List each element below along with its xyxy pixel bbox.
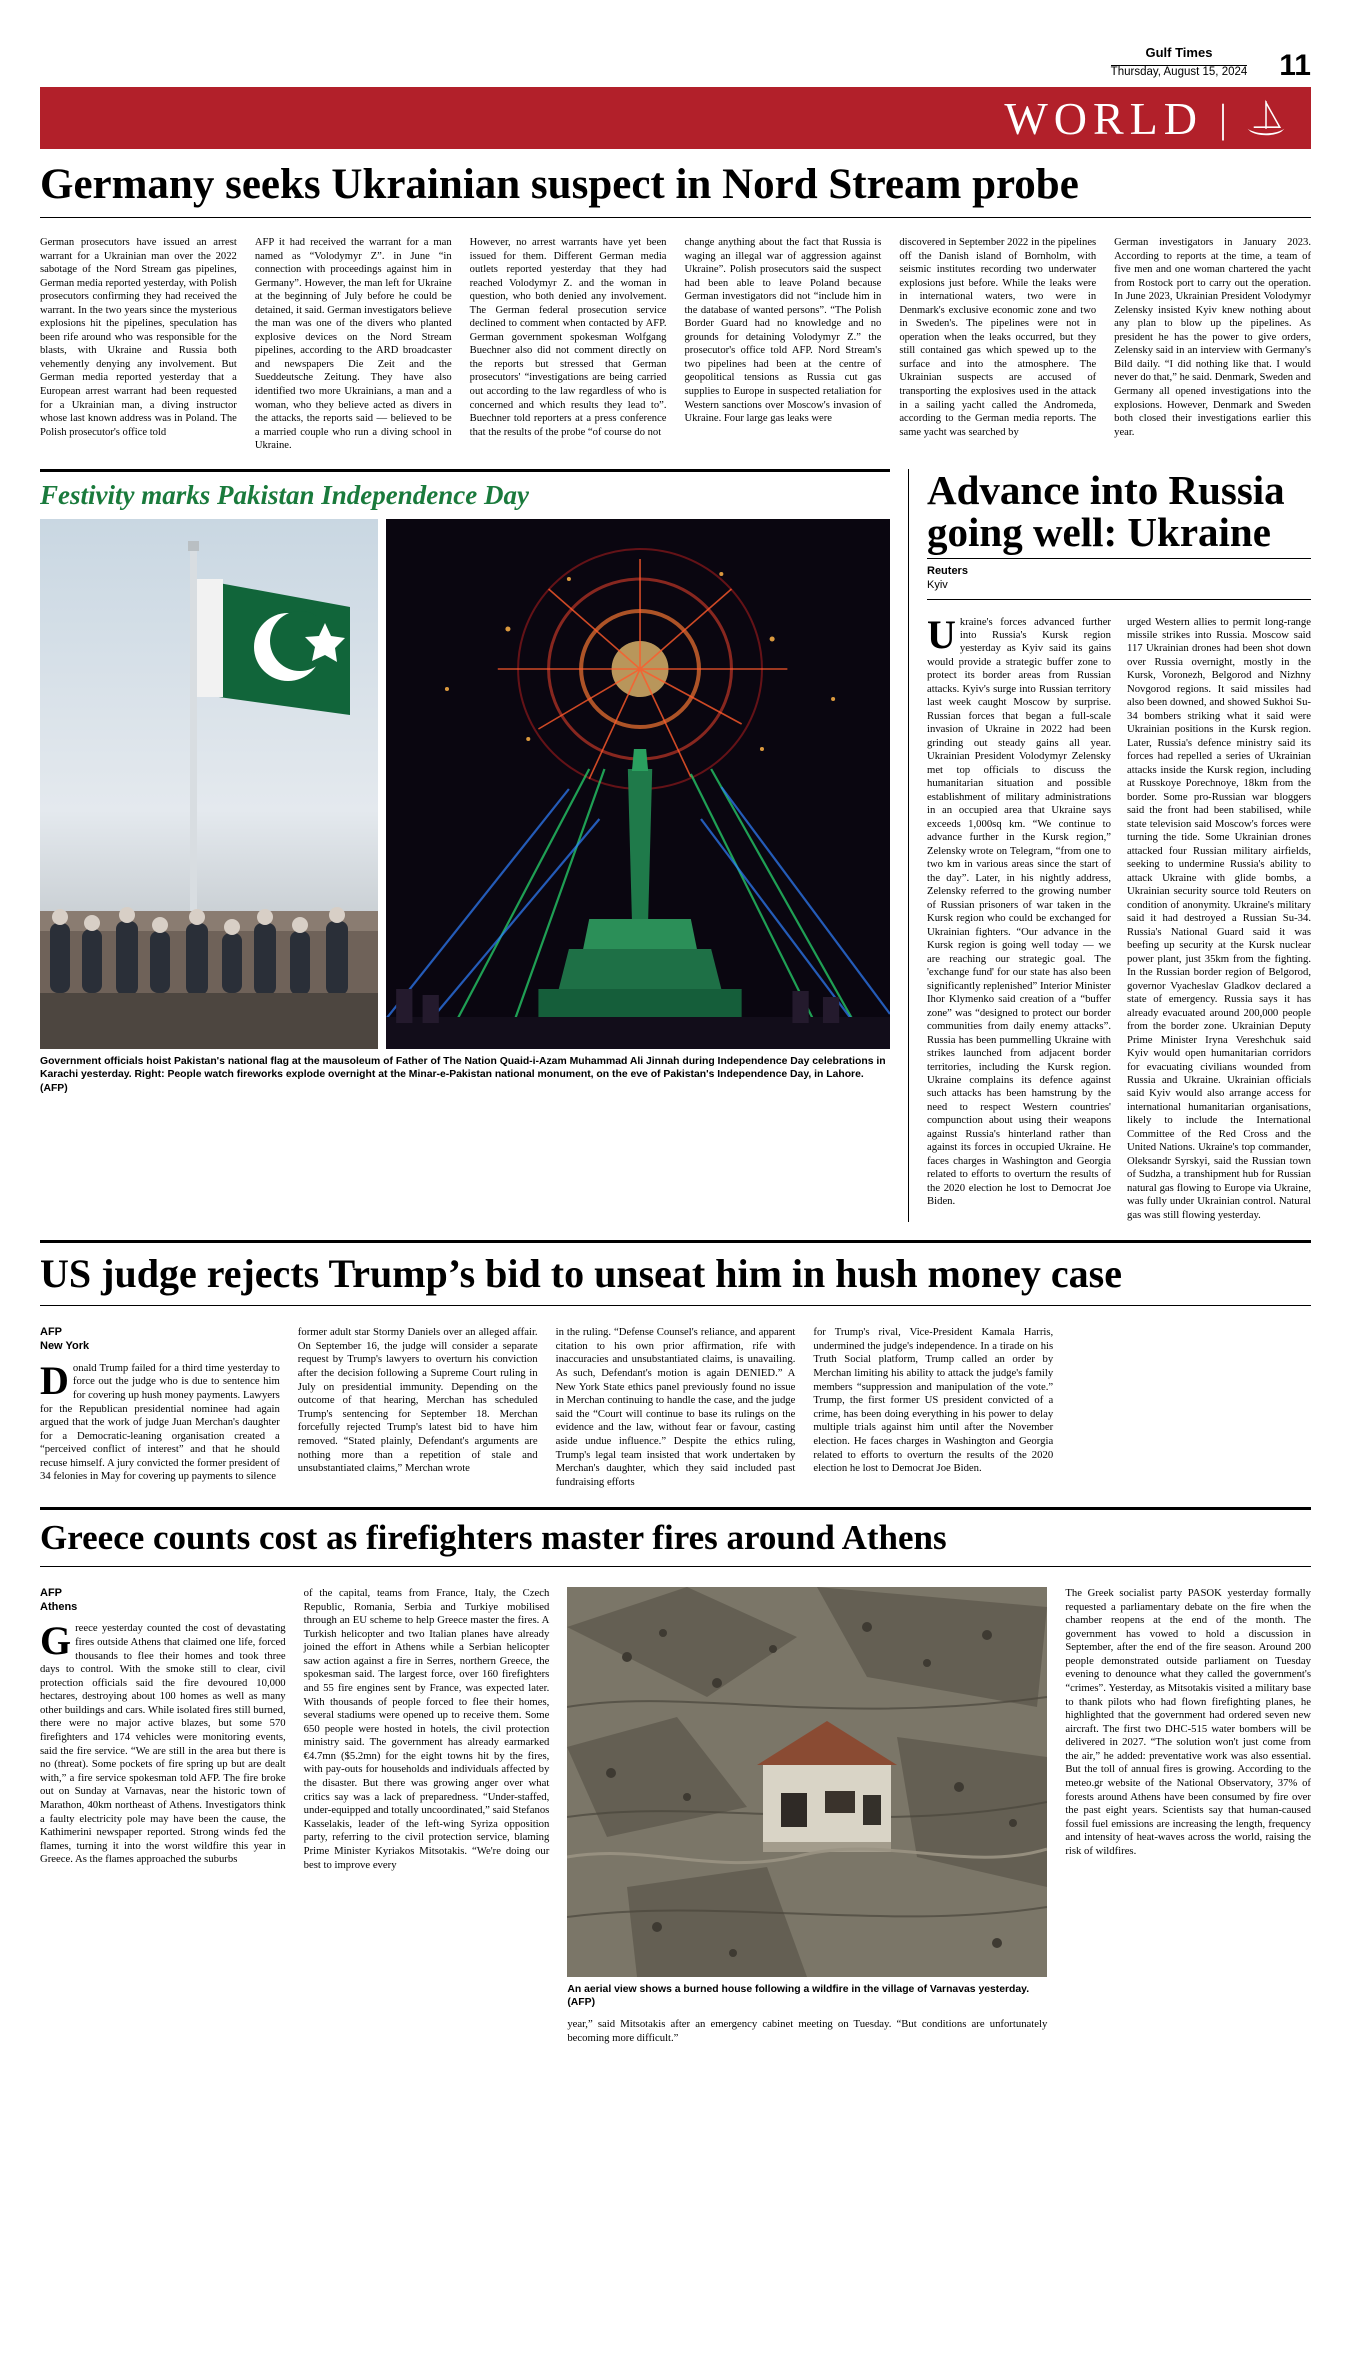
caption-main: Government officials hoist Pakistan's national flag at the mausoleum of Father of The Nation Quaid-i-Azam Muhammad Ali Jinnah during Independence Day celebrations in Karachi yesterday.	[40, 1055, 886, 1081]
dateline: Athens	[40, 1600, 78, 1613]
masthead	[40, 0, 1311, 83]
photo-credit: (AFP)	[40, 1082, 68, 1094]
column-text: change anything about the fact that Russia is waging an illegal war of aggression against Ukraine”. Polish prosecutors said the suspect had been able to leave Poland because German investigators did not “include him in the database of wanted persons”. “The Polish Border Guard had no knowledge and no grounds for detaining Volodymyr Z.” the prosecutor's office told AFP. Nord Stream's two pipelines had been at the centre of geopolitical tensions as Russia cut gas supplies to Europe in suspected retaliation for Western sanctions over Moscow's invasion of Ukraine. Four large gas leaks were	[684, 237, 882, 425]
publication-name: Gulf Times	[1145, 45, 1213, 60]
dhow-logo-icon	[1243, 98, 1289, 138]
story-nord-stream	[40, 163, 1311, 453]
headline-greece: Greece counts cost as firefighters master fires around Athens	[40, 1518, 947, 1558]
caption-right: People watch fireworks explode overnight at the Minar-e-Pakistan national monument, on the eve of Pakistan's Independence Day, in Lahore.	[167, 1069, 864, 1081]
greece-photo-block	[567, 1587, 1047, 2010]
agency: Reuters	[927, 565, 968, 578]
photo-package-title: Festivity marks Pakistan Independence Day	[40, 479, 529, 510]
photo-credit: (AFP)	[567, 1997, 596, 2009]
column-text: German investigators in January 2023. According to reports at the time, a team of five men and one woman chartered the yacht from Rostock port to carry out the operation. In June 2023, Ukrainian President Volodymyr Zelensky insisted Kyiv knew nothing about any plan to blow up the pipelines. As president he has the power to give orders, Zelensky said in an interview with Germany's Bild daily. “I did nothing like that. I would never do that,” he said. Denmark, Sweden and Germany all opened investigations into the explosions. However, Denmark and Sweden both closed their investigations earlier this year.	[1114, 237, 1311, 438]
middle-band	[40, 466, 1311, 1223]
story-ukraine	[927, 466, 1311, 1223]
column-text-continued: year,” said Mitsotakis after an emergency cabinet meeting on Tuesday. “But conditions are unfortunately becoming more difficult.”	[567, 2017, 1048, 2044]
photo-flag-hoisting	[40, 519, 378, 1049]
section-title: WORLD	[1004, 92, 1203, 144]
nord-stream-columns	[40, 228, 1311, 453]
photo-burned-house-varnavas	[567, 1587, 1047, 1977]
section-divider: |	[1218, 95, 1227, 141]
headline-nord-stream: Germany seeks Ukrainian suspect in Nord Stream probe	[40, 161, 1079, 209]
agency: AFP	[40, 1586, 62, 1599]
vertical-divider	[908, 469, 909, 1223]
photo-caption-greece	[567, 1983, 1047, 2010]
column-text: for Trump's rival, Vice-President Kamala Harris, undermined the judge's independence. In a tirade on his Truth Social platform, Trump called an order by Merchan limiting his ability to attack the judge's family members “suppression and manipulation of the vote.” Trump, the first former US president convicted of a crime, has been doing everything in his power to delay multiple trials against him until after the November election. He faces charges in Washington and Georgia related to efforts to overturn the results of the 2020 election he lost to Democrat Joe Biden.	[813, 1326, 1054, 1475]
column-text: AFP it had received the warrant for a man named as “Volodymyr Z”. in June “in connection with proceedings against him in Germany”. However, the man left for Ukraine at the beginning of July before he could be detained, it said. German investigators believe the man was one of the divers who planted explosive devices on the Nord Stream pipelines, according to the ARD broadcaster and newspapers Die Zeit and the Sueddeutsche Zeitung. They have also identified two more Ukrainians, a man and a woman, who they believe acted as divers in the attacks, the reports said — believed to be a married couple who run a diving school in Ukraine.	[254, 237, 452, 452]
column-text: However, no arrest warrants have yet been issued for them. Different German media outlets reported yesterday that they had reached Volodymyr Z. and the woman in question, who both denied any involvement. The German federal prosecution service declined to comment when contacted by AFP. German government spokesman Wolfgang Buechner also did not comment directly on the reports but stressed that German prosecutors' “investigations are being carried out according to the law regardless of who is concerned and which results they lead to”. Buechner told reporters at a press conference that the results of the probe “of course do not	[469, 237, 667, 438]
column-text: former adult star Stormy Daniels over an alleged affair. On September 16, the judge will consider a separate request by Trump's lawyers to overturn his conviction after the decision following a Supreme Court ruling in July on presidential immunity. Depending on the outcome of that hearing, Merchan has scheduled Trump's sentencing for September 18. Merchan forcefully rejected Trump's latest bid to have him removed. “Stated plainly, Defendant's arguments are nothing more than a repetition of stale and unsubstantiated claims,” Merchan wrote	[297, 1326, 538, 1475]
column-text: urged Western allies to permit long-range missile strikes into Russia. Moscow said 117 Ukrainian drones had been shot down over Russia overnight, mostly in the Kursk, Voronezh, Belgorod and Nizhny Novgorod regions. It said missiles had also been downed, and showed Sukhoi Su-34 bombers striking what it said were Ukrainian positions in the Kursk region. Later, Russia's defence ministry said its forces had repelled a series of Ukrainian attacks inside the Kursk region, including at Russkoye Porechnoye, 18km from the border. Some pro-Russian war bloggers said the front had been stabilised, while state television said Moscow's forces were turning the tide. Some Ukrainian drones attacked four Russian military airfields, seeking to undermine Russia's ability to attack Ukraine with glide bombs, a Ukrainian security source told Reuters on condition of anonymity. Ukraine's military said it had destroyed a Russian Su-34. Russia's National Guard said it was beefing up security at the Kursk nuclear power plant, just 35km from the fighting. In the Russian border region of Belgorod, governor Vyacheslav Gladkov declared a state of emergency. Russia says it has already evacuated around 200,000 people from the border zone. Ukrainian Deputy Prime Minister Iryna Vereshchuk said Kyiv would open humanitarian corridors for evacuating civilians wounded from Russia and Ukraine. Ukrainian officials said Kyiv would also arrange access for international humanitarian organisations, likely to include the International Committee of the Red Cross and the United Nations. Ukraine's top commander, Oleksandr Syrskyi, said the Russian town of Sudzha, a transhipment hub for Russian natural gas flowing to Europe via Ukraine, was fully under Ukrainian control. Natural gas was still flowing yesterday.	[1127, 615, 1311, 1221]
story-greece	[40, 1507, 1311, 2045]
story-trump	[40, 1240, 1311, 1489]
greece-col-1	[40, 1587, 286, 2010]
column-text: discovered in September 2022 in the pipelines off the Danish island of Bornholm, with seismic institutes recording two underwater explosions just before. While the leaks were in international waters, two were in Denmark's exclusive economic zone and two in Sweden's. The pipelines were not in operation when the leaks occurred, but they still contained gas which spewed up to the surface and into the atmosphere. The Ukrainian suspects are accused of transporting the explosives used in the attack in a sailing yacht called the Andromeda, according to the German media reports. The same yacht was searched by	[899, 237, 1097, 438]
caption-right-label: Right:	[134, 1069, 165, 1081]
dateline: New York	[40, 1340, 90, 1353]
column-text: Ukraine's forces advanced further into Russia's Kursk region yesterday as Kyiv said its gains would provide a strategic buffer zone to protect its border areas from Russian attacks. Kyiv's surge into Russian territory last week caught Moscow by surprise. Russian forces that began a full-scale invasion of Ukraine in 2022 had been grinding out steady gains all year. Ukrainian President Volodymyr Zelensky met top officials to discuss the humanitarian situation and possible establishment of military administrations in an occupied area that Ukraine says exceeds 1,000sq km. “We continue to advance further in the Kursk region,” Zelensky wrote on Telegram, “from one to two km in various areas since the start of the day”. Later, in his nightly address, Zelensky referred to the growing number of Russian prisoners of war taken in the Kursk region who could be exchanged for Ukrainian fighters. “Our advance in the Kursk region is going well today — we are reaching our strategic goal. The 'exchange fund' for our state has also been significantly replenished” Interior Minister Ihor Klymenko said creation of a “buffer zone” was “designed to protect our border communities from daily enemy attacks”. Russia has been pummelling Ukraine with strikes launched from adjacent border territories, including the Kursk region. Ukraine complains its defence against such attacks has been hamstrung by the need to respect Western countries' compunction about using their weapons against Russia's hinterland rather than against its forces in occupied Ukraine. He faces charges in Washington and Georgia related to efforts to overturn the results of the 2020 election he lost to Democrat Joe Biden.	[927, 611, 1111, 1208]
masthead-center	[1111, 46, 1248, 79]
photo-caption	[40, 1055, 890, 1096]
publication-date: Thursday, August 15, 2024	[1110, 65, 1248, 78]
photo-fireworks-minar-e-pakistan	[386, 519, 890, 1049]
agency: AFP	[40, 1326, 62, 1339]
byline-ukraine	[927, 565, 1311, 593]
column-text: of the capital, teams from France, Italy, the Czech Republic, Romania, Serbia and Turkiye mobilised through an EU scheme to help Greece master the fires. A Turkish helicopter and two Italian planes have already joined the effort in Athens while a Serbian helicopter saw action against a fire in Serres, northern Greece, the spokesman said. The largest force, over 160 firefighters and 55 fire engines sent by France, was expected later. With thousands of people forced to flee their homes, several stadiums were opened up to receive them. Some 650 people were hosted in hotels, the civil protection ministry said. The government has already earmarked €4.7mn ($5.2mn) for the eight towns hit by the fires, with pay-outs for households and individuals affected by the disaster. But there was growing anger over what critics say was a lack of preparedness. “Under-staffed, under-equipped and totally uncoordinated,” said Stefanos Kasselakis, leader of the left-wing Syriza opposition party, referring to the civil protection service, blaming Prime Minister Kyriakos Mitsotakis. “We're doing our best to improve every	[303, 1586, 550, 1871]
caption-text: An aerial view shows a burned house following a wildfire in the village of Varnavas yesterday.	[567, 1983, 1030, 1995]
headline-ukraine: Advance into Russia going well: Ukraine	[927, 466, 1285, 556]
section-banner	[40, 87, 1311, 149]
photo-package-pakistan	[40, 469, 890, 1223]
dateline: Kyiv	[927, 578, 948, 591]
column-text: Donald Trump failed for a third time yesterday to force out the judge who is due to sentence him for covering up hush money payments. Lawyers for the Republican presidential nominee had again argued that the work of judge Juan Merchan's daughter for a Democratic-leaning organisation created a “perceived conflict of interest” and that he should recuse himself. A jury convicted the former president of 34 felonies in May for covering up payments to silence	[40, 1357, 280, 1483]
page-number: 11	[1279, 49, 1311, 83]
column-text: German prosecutors have issued an arrest warrant for a Ukrainian man over the 2022 sabotage of the Nord Stream gas pipelines, German media reported yesterday, with Polish prosecutors confirming they had received the warrant. In the two years since the mysterious explosions hit the pipelines, speculation has been rife around who was responsible for the blasts, with Ukraine and Russia both vehemently denying any involvement. But German media reported yesterday that a European arrest warrant had been requested for a Ukrainian man, a diving instructor whose last known address was in Poland. The Polish prosecutor's office told	[40, 237, 237, 438]
column-text: Greece yesterday counted the cost of devastating fires outside Athens that claimed one life, forced thousands to flee their homes and took three days to control. With the smoke still to clear, civil protection officials said the fire devoured 10,000 hectares, destroying about 100 homes as well as many other buildings and cars. While isolated fires still burned, there were no major active blazes, but some 570 firefighters and 174 vehicles were monitoring events, said the fire service. “We are still in the area but there is no (threat). Some pockets of fire spring up but are dealt with,” a fire service spokesman told AFP. The fire broke out on Sunday at Varnavas, near the historic town of Marathon, 40km northeast of Athens. Investigators think a faulty electricity pole may have been the cause, the Kathimerini newspaper reported. Strong winds fed the flames, turning it into the worst wildfire this year in Greece. As the flames approached the suburbs	[40, 1618, 286, 1866]
headline-trump: US judge rejects Trump’s bid to unseat him in hush money case	[40, 1251, 1122, 1297]
column-text: in the ruling. “Defense Counsel's reliance, and apparent citation to his own prior affirmation, rife with inaccuracies and unsubstantiated claims, is unavailing. As such, Defendant's motion is again DENIED.” A New York State ethics panel previously found no issue in Merchan continuing to handle the case, and the judge said the “Court will continue to base its rulings on the evidence and the law, without fear or favour, casting aside undue influence.” Despite the ethics ruling, Trump's legal team insisted that work undertaken by Merchan's daughter, which they said included past fundraising efforts	[555, 1326, 796, 1488]
column-spacer	[1071, 1326, 1311, 1489]
byline-trump	[40, 1326, 280, 1489]
column-text: The Greek socialist party PASOK yesterday formally requested a parliamentary debate on the fire when the chamber reopens at the end of the month. The government has vowed to hold a discussion in September, after the end of the fire season. Around 200 people demonstrated outside parliament on Tuesday evening to denounce what they called the government's “crimes”. Yesterday, as Mitsotakis visited a military base to thank pilots who had flown firefighting planes, he highlighted that the government had ordered seven new aircraft. The first two DHC-515 water bombers will be delivered in 2027. “The solution won't just come from the air,” he added: preventative work was also essential. But the toll of annual fires is growing. According to the meteo.gr website of the National Observatory, 37% of forests around Athens have been consumed by fire over the past eight years. Scientists say that human-caused fossil fuel emissions are increasing the length, frequency and intensity of heat-waves across the world, raising the risk of wildfires.	[1065, 1586, 1311, 1857]
